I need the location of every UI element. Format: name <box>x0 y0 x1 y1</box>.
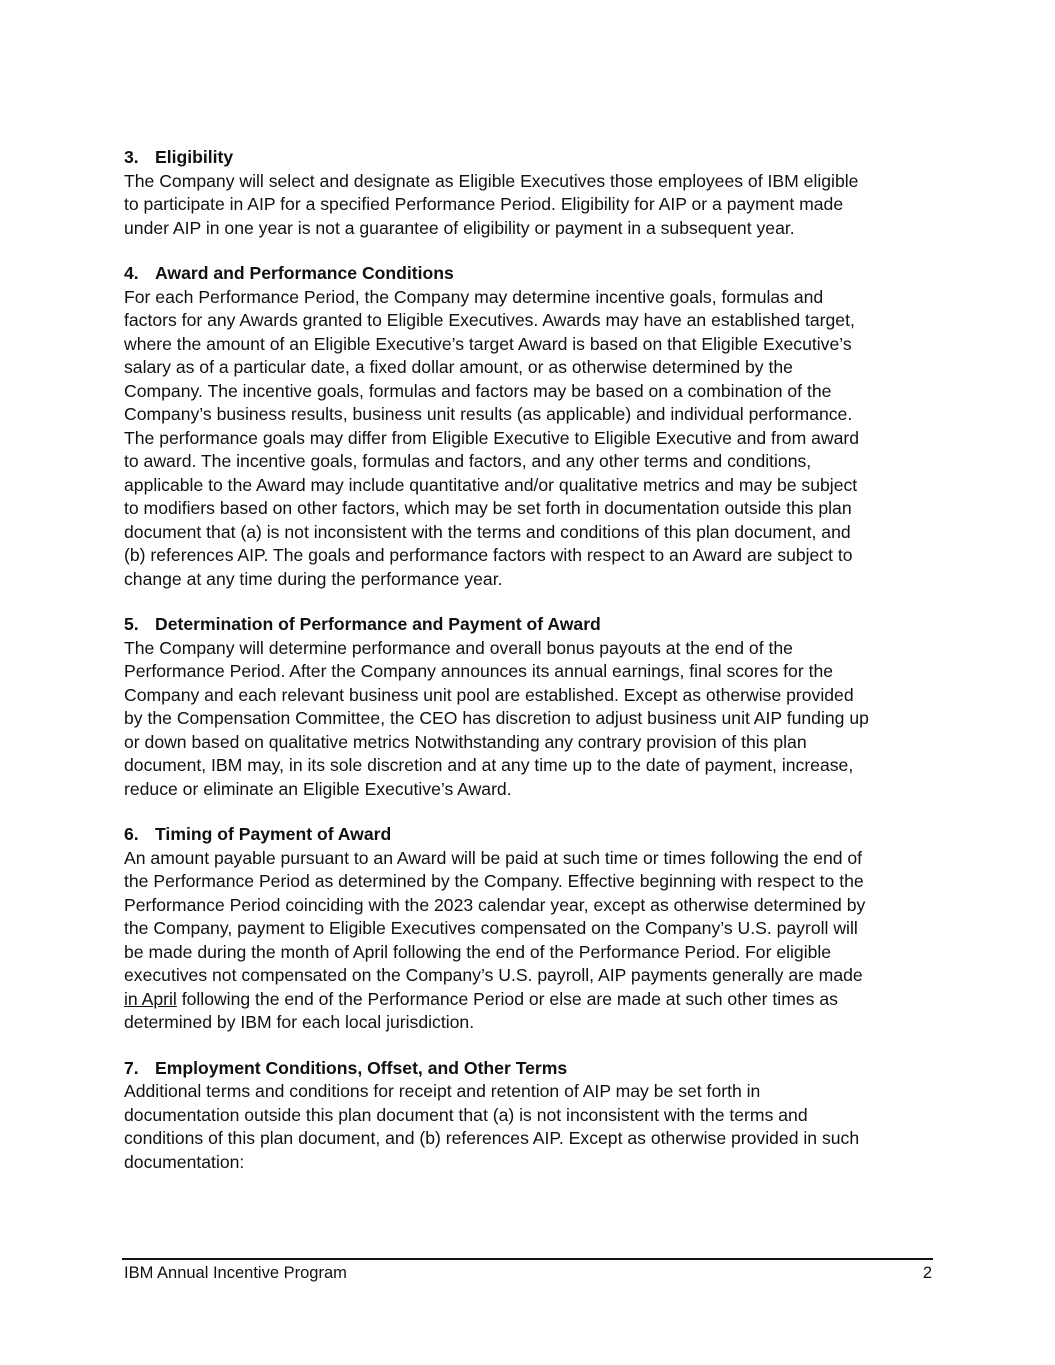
section-title: Determination of Performance and Payment of Award <box>155 614 601 634</box>
footer-title: IBM Annual Incentive Program <box>124 1264 347 1282</box>
section-number: 4. <box>124 263 139 283</box>
section-heading <box>124 613 936 637</box>
body-line: conditions of this plan document, and (b) references AIP. Except as otherwise provided in such <box>124 1128 860 1148</box>
section-title: Eligibility <box>155 147 234 167</box>
body-line: to modifiers based on other factors, which may be set forth in documentation outside this plan <box>124 498 852 518</box>
body-text: following the end of the Performance Period or else are made at such other times as <box>176 988 838 1009</box>
body-line: document, IBM may, in its sole discretion and at any time up to the date of payment, increase, <box>124 755 854 775</box>
body-line: The Company will determine performance and overall bonus payouts at the end of the <box>124 637 793 658</box>
body-line: to award. The incentive goals, formulas and factors, and any other terms and conditions, <box>124 451 812 471</box>
body-line: Performance Period coinciding with the 2023 calendar year, except as otherwise determined by <box>124 894 866 915</box>
body-line: or down based on qualitative metrics Notwithstanding any contrary provision of this plan <box>124 731 807 752</box>
body-line: Additional terms and conditions for receipt and retention of AIP may be set forth in <box>124 1081 761 1101</box>
body-line: Company’s business results, business unit results (as applicable) and individual performance. <box>124 404 853 424</box>
body-line: factors for any Awards granted to Eligible Executives. Awards may have an established target, <box>124 310 855 330</box>
body-line: For each Performance Period, the Company may determine incentive goals, formulas and <box>124 286 824 307</box>
body-line: the Company, payment to Eligible Executives compensated on the Company’s U.S. payroll will <box>124 918 858 938</box>
section-heading <box>124 823 936 847</box>
section-title: Award and Performance Conditions <box>155 263 454 283</box>
section-title: Employment Conditions, Offset, and Other Terms <box>155 1057 568 1078</box>
page-footer <box>124 1262 932 1284</box>
footer-divider <box>122 1258 933 1260</box>
body-line: executives not compensated on the Company’s U.S. payroll, AIP payments generally are made <box>124 965 863 985</box>
body-line: (b) references AIP. The goals and performance factors with respect to an Award are subject to <box>124 545 853 565</box>
body-line: document that (a) is not inconsistent with the terms and conditions of this plan document, and <box>124 521 851 542</box>
section-eligibility <box>124 146 936 240</box>
body-line: determined by IBM for each local jurisdiction. <box>124 1012 475 1032</box>
body-line: salary as of a particular date, a fixed dollar amount, or as otherwise determined by the <box>124 357 793 377</box>
body-line: The Company will select and designate as Eligible Executives those employees of IBM eligible <box>124 170 859 191</box>
body-line: to participate in AIP for a specified Performance Period. Eligibility for AIP or a payment made <box>124 194 844 214</box>
section-number: 3. <box>124 147 139 167</box>
page-number: 2 <box>922 1264 932 1282</box>
body-line: documentation: <box>124 1151 245 1172</box>
section-heading <box>124 146 936 170</box>
body-line <box>124 988 936 1012</box>
section-heading <box>124 1057 936 1081</box>
body-line: documentation outside this plan document that (a) is not inconsistent with the terms and <box>124 1104 808 1125</box>
document-page <box>124 146 936 1196</box>
body-line: reduce or eliminate an Eligible Executive’s Award. <box>124 778 512 799</box>
body-line: the Performance Period as determined by the Company. Effective beginning with respect to the <box>124 871 864 891</box>
body-line: Performance Period. After the Company announces its annual earnings, final scores for the <box>124 661 834 681</box>
section-award-and-performance-conditions <box>124 262 936 591</box>
body-line: applicable to the Award may include quantitative and/or qualitative metrics and may be subject <box>124 474 858 495</box>
body-line: An amount payable pursuant to an Award will be paid at such time or times following the end of <box>124 847 863 868</box>
body-line: where the amount of an Eligible Executive’s target Award is based on that Eligible Executive’s <box>124 333 852 354</box>
section-employment-conditions <box>124 1057 936 1175</box>
body-line: under AIP in one year is not a guarantee of eligibility or payment in a subsequent year. <box>124 217 795 238</box>
section-timing-of-payment <box>124 823 936 1035</box>
section-heading <box>124 262 936 286</box>
section-determination-of-performance <box>124 613 936 801</box>
section-number: 7. <box>124 1057 139 1078</box>
body-line: be made during the month of April following the end of the Performance Period. For eligible <box>124 941 832 962</box>
body-line: change at any time during the performance year. <box>124 568 503 589</box>
body-line: Company and each relevant business unit pool are established. Except as otherwise provided <box>124 684 854 705</box>
body-line: The performance goals may differ from Eligible Executive to Eligible Executive and from award <box>124 427 860 448</box>
body-line: Company. The incentive goals, formulas and factors may be based on a combination of the <box>124 380 832 401</box>
section-number: 6. <box>124 824 139 844</box>
body-line: by the Compensation Committee, the CEO has discretion to adjust business unit AIP funding up <box>124 708 869 728</box>
underlined-text: in April <box>124 988 177 1009</box>
section-title: Timing of Payment of Award <box>155 824 392 844</box>
section-number: 5. <box>124 614 139 634</box>
